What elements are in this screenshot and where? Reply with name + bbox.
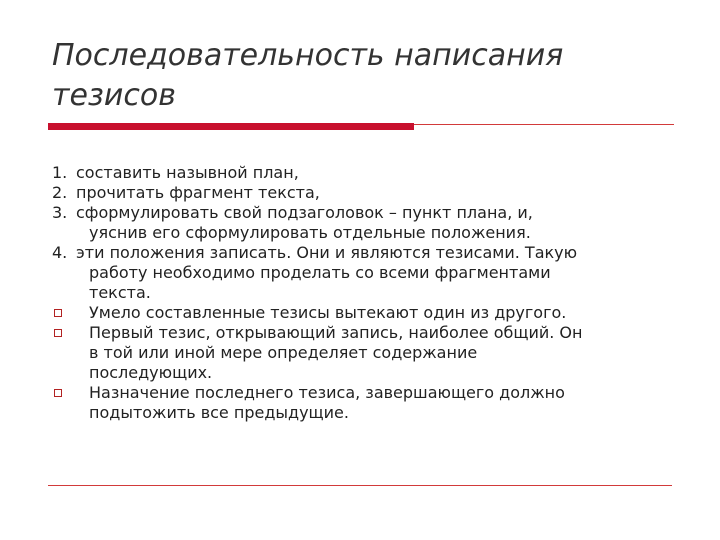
item-number: 4. <box>52 243 68 262</box>
hollow-square-bullet-icon <box>54 309 62 317</box>
item-text-line: работу необходимо проделать со всеми фрагментами <box>89 263 551 282</box>
item-text-line: последующих. <box>89 363 213 382</box>
bullet-item-3 <box>52 383 672 423</box>
footer-divider <box>48 485 672 486</box>
item-number: 1. <box>52 163 68 182</box>
numbered-item-1 <box>52 163 672 183</box>
item-text-line: Первый тезис, открывающий запись, наиболее общий. Он <box>89 323 583 342</box>
item-text-line: уяснив его сформулировать отдельные положения. <box>89 223 531 242</box>
slide-title: Последовательность написания тезисов <box>52 38 564 113</box>
item-text-line: составить назывной план, <box>76 163 299 182</box>
item-text-line: подытожить все предыдущие. <box>89 403 349 422</box>
numbered-item-4 <box>52 243 672 303</box>
hollow-square-bullet-icon <box>54 389 62 397</box>
item-text-line: сформулировать свой подзаголовок – пункт плана, и, <box>76 203 533 222</box>
item-text-line: Умело составленные тезисы вытекают один из другого. <box>89 303 567 322</box>
item-text-line: Назначение последнего тезиса, завершающего должно <box>89 383 565 402</box>
item-text-line: прочитать фрагмент текста, <box>76 183 320 202</box>
bullet-item-1 <box>52 303 672 323</box>
item-number: 2. <box>52 183 68 202</box>
bullet-item-2 <box>52 323 672 383</box>
item-text-line: эти положения записать. Они и являются тезисами. Такую <box>76 243 578 262</box>
numbered-item-2 <box>52 183 672 203</box>
slide-content <box>52 163 672 423</box>
title-underline-accent <box>48 123 414 130</box>
numbered-item-3 <box>52 203 672 243</box>
item-number: 3. <box>52 203 68 222</box>
item-text-line: текста. <box>89 283 151 302</box>
item-text-line: в той или иной мере определяет содержание <box>89 343 478 362</box>
hollow-square-bullet-icon <box>54 329 62 337</box>
